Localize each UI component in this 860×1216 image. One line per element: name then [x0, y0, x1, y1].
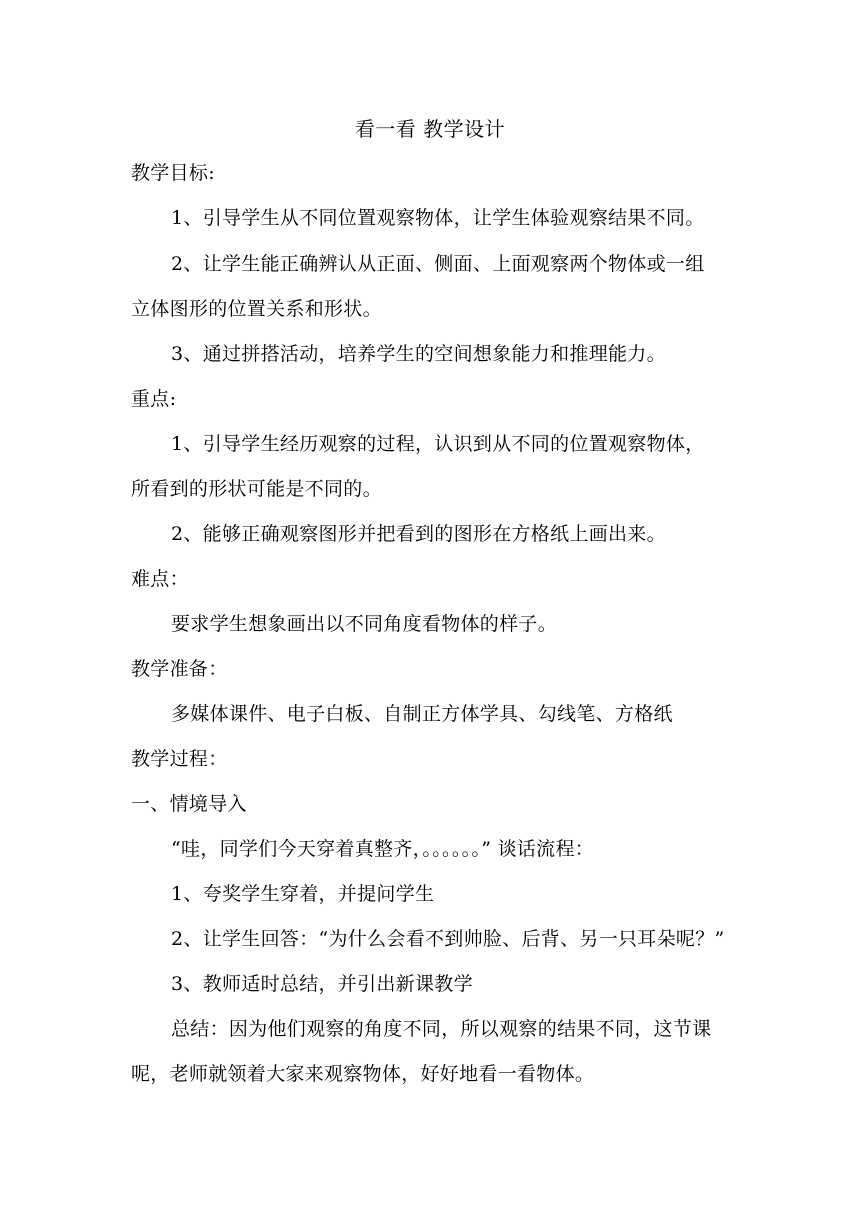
paragraph: 2、让学生能正确辨认从正面、侧面、上面观察两个物体或一组: [171, 253, 705, 275]
paragraph: 多媒体课件、电子白板、自制正方体学具、勾线笔、方格纸: [171, 703, 673, 725]
paragraph: 1、引导学生从不同位置观察物体，让学生体验观察结果不同。: [171, 207, 705, 229]
paragraph: “哇，同学们今天穿着真整齐，。。。。。。” 谈话流程：: [171, 838, 595, 860]
section-heading-objectives: 教学目标:: [131, 162, 215, 184]
section-heading-difficulties: 难点：: [131, 568, 189, 590]
subsection-heading-intro: 一、情境导入: [131, 793, 247, 815]
paragraph: 3、通过拼搭活动，培养学生的空间想象能力和推理能力。: [171, 343, 666, 365]
paragraph: 总结：因为他们观察的角度不同，所以观察的结果不同，这节课: [171, 1018, 712, 1040]
section-heading-preparation: 教学准备：: [131, 658, 228, 680]
paragraph: 2、让学生回答：“为什么会看不到帅脸、后背、另一只耳朵呢？”: [171, 928, 725, 950]
section-heading-key-points: 重点:: [131, 388, 177, 410]
paragraph: 2、能够正确观察图形并把看到的图形在方格纸上画出来。: [171, 523, 666, 545]
paragraph-continuation: 呢，老师就领着大家来观察物体，好好地看一看物体。: [131, 1063, 595, 1085]
section-heading-process: 教学过程：: [131, 748, 228, 770]
paragraph: 3、教师适时总结，并引出新课教学: [171, 973, 473, 995]
paragraph: 1、引导学生经历观察的过程，认识到从不同的位置观察物体，: [171, 433, 705, 455]
paragraph-continuation: 立体图形的位置关系和形状。: [131, 298, 382, 320]
paragraph-continuation: 所看到的形状可能是不同的。: [131, 478, 382, 500]
paragraph: 要求学生想象画出以不同角度看物体的样子。: [171, 613, 558, 635]
document-title: 看一看 教学设计: [354, 117, 506, 141]
paragraph: 1、夸奖学生穿着，并提问学生: [171, 883, 435, 905]
